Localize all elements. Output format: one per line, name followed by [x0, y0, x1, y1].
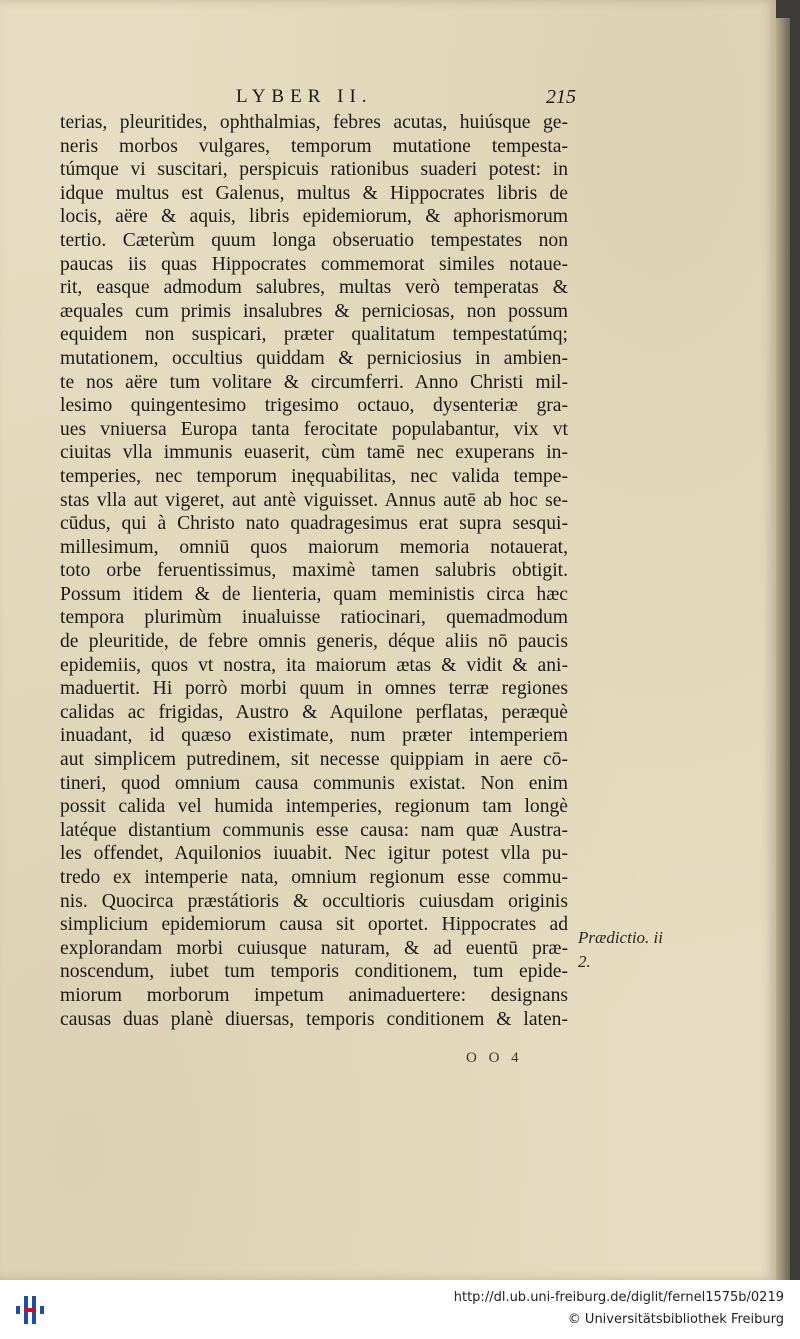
- ub-freiburg-logo-icon[interactable]: [12, 1292, 48, 1328]
- running-head: [236, 86, 576, 112]
- text-line: æquales cum primis insalubres & perniciosas, non possum: [60, 300, 568, 322]
- text-line: tredo ex intemperie nata, omnium regionum esse commu-: [60, 867, 568, 888]
- body-text: [60, 111, 568, 1031]
- text-line: causas duas planè diuersas, temporis conditionem & laten-: [60, 1008, 568, 1030]
- text-line: tineri, quod omnium causa communis existat. Non enim: [60, 772, 568, 794]
- text-line: neris morbos vulgares, temporum mutatione tempesta-: [60, 135, 568, 157]
- text-line: temperies, nec temporum inęquabilitas, nec valida tempe-: [60, 465, 568, 487]
- page-edge: [776, 18, 790, 1280]
- marginal-note: [578, 926, 663, 974]
- text-line: epidemiis, quos vt nostra, ita maiorum ætas & vidit & ani-: [60, 654, 568, 676]
- text-line: ues vniuersa Europa tanta ferocitate populabantur, vix vt: [60, 418, 568, 440]
- text-line: nis. Quocirca præstátioris & occultioris cuiusdam originis: [60, 890, 568, 912]
- text-line: explorandam morbi cuiusque naturam, & ad euentū præ-: [60, 937, 568, 959]
- text-line: simplicium epidemiorum causa sit oportet. Hippocrates ad: [60, 914, 568, 936]
- text-line: toto orbe feruentissimus, maximè tamen salubris obtigit.: [60, 560, 568, 582]
- running-title: LYBER II.: [236, 86, 373, 107]
- text-line: miorum morborum impetum animaduertere: designans: [60, 984, 568, 1006]
- text-line: aut simplicem putredinem, sit necesse quippiam in aere cō-: [60, 749, 568, 771]
- text-line: inuadant, id quæso existimate, num præter intemperiem: [60, 725, 568, 747]
- footer-copyright: © Universitätsbibliothek Freiburg: [567, 1312, 784, 1327]
- text-line: possit calida vel humida intemperies, regionum tam longè: [60, 796, 568, 818]
- text-line: de pleuritide, de febre omnis generis, déque aliis nō paucis: [60, 631, 568, 653]
- text-line: tempora plurimùm inualuisse ratiocinari, quemadmodum: [60, 607, 568, 629]
- text-line: locis, aëre & aquis, libris epidemiorum, & aphorismorum: [60, 206, 568, 228]
- text-line: noscendum, iubet tum temporis conditionem, tum epide-: [60, 961, 568, 983]
- text-line: idque multus est Galenus, multus & Hippocrates libris de: [60, 182, 568, 204]
- text-line: tertio. Cæterùm quum longa obseruatio tempestates non: [60, 229, 568, 251]
- marginal-note-line: 2.: [578, 952, 591, 971]
- text-line: mutationem, occultius quiddam & perniciosius in ambien-: [60, 347, 568, 369]
- marginal-note-line: Prædictio. ii: [578, 928, 663, 947]
- text-line: maduertit. Hi porrò morbi quum in omnes terræ regiones: [60, 678, 568, 700]
- text-line: Possum itidem & de lienteria, quam meministis circa hæc: [60, 583, 568, 605]
- text-line: te nos aëre tum volitare & circumferri. Anno Christi mil-: [60, 371, 568, 393]
- text-line: lesimo quingentesimo trigesimo octauo, dysenteriæ gra-: [60, 395, 568, 417]
- text-line: ciuitas vlla immunis euaserit, cùm tamē nec exuperans in-: [60, 442, 568, 464]
- text-line: equidem non suspicari, præter qualitatum tempestatúmq;: [60, 324, 568, 346]
- text-line: calidas ac frigidas, Austro & Aquilone perflatas, peræquè: [60, 701, 568, 723]
- signature-mark: O O 4: [466, 1050, 523, 1066]
- footer-bar: [0, 1280, 800, 1339]
- footer-url[interactable]: http://dl.ub.uni-freiburg.de/diglit/fernel1575b/0219: [453, 1290, 784, 1305]
- text-line: les offendet, Aquilonios iuuabit. Nec igitur potest vlla pu-: [60, 843, 568, 865]
- text-line: stas vlla aut vigeret, aut antè viguisset. Annus autē ab hoc se-: [60, 489, 568, 511]
- page-number: 215: [546, 86, 576, 108]
- text-line: rit, easque admodum salubres, multas verò temperatas &: [60, 277, 568, 299]
- text-line: latéque distantium communis esse causa: nam quæ Austra-: [60, 819, 568, 841]
- text-line: millesimum, omniū quos maiorum memoria notauerat,: [60, 536, 568, 558]
- text-line: túmque vi suscitari, perspicuis rationibus suaderi potest: in: [60, 159, 568, 181]
- text-line: paucas iis quas Hippocrates commemorat similes notaue-: [60, 253, 568, 275]
- text-line: cūdus, qui à Christo nato quadragesimus erat supra sesqui-: [60, 513, 568, 535]
- text-line: terias, pleuritides, ophthalmias, febres acutas, huiúsque ge-: [60, 112, 568, 133]
